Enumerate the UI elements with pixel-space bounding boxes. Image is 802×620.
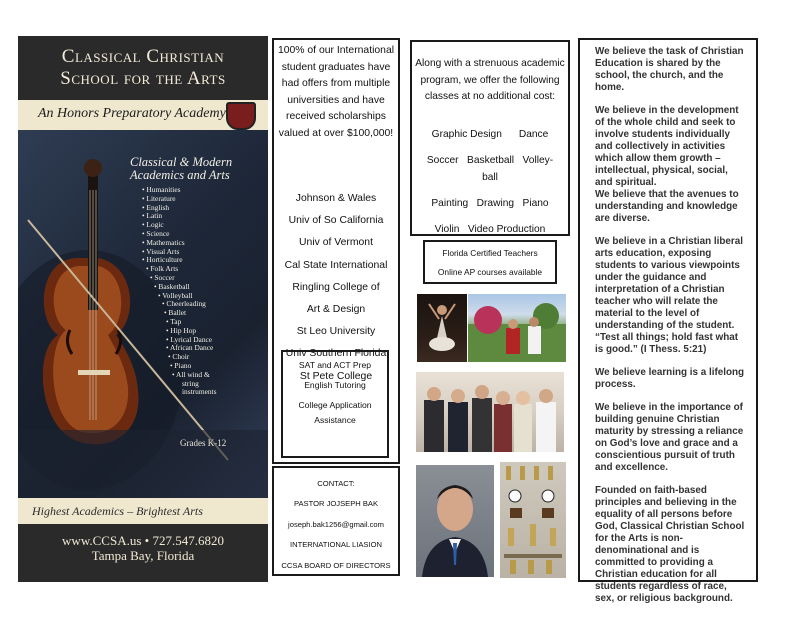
- class-row: Graphic Design Dance: [431, 129, 549, 140]
- subjects-list: [142, 186, 262, 397]
- subject-item: • Basketball: [154, 281, 190, 291]
- garden-illustration: [468, 294, 566, 362]
- university-item: Univ Southern Florida: [285, 348, 387, 360]
- portrait-photo: [416, 465, 494, 577]
- school-name-line1: Classical Christian: [61, 46, 225, 67]
- certifications-list: [425, 244, 555, 282]
- subject-item: • Volleyball: [158, 290, 193, 300]
- contact-email: joseph.bak1256@gmail.com: [288, 519, 384, 529]
- school-name-line2: School for the Arts: [60, 68, 226, 89]
- classes-list: [412, 126, 568, 238]
- class-row: Painting Drawing Piano: [431, 198, 549, 209]
- contact-name: PASTOR JOJSEPH BAK: [293, 499, 379, 509]
- subject-item: string: [182, 378, 199, 388]
- photo-title-line2: Academics and Arts: [130, 168, 230, 182]
- certifications-box: [423, 240, 557, 284]
- slogan: Highest Academics – Brightest Arts: [32, 504, 203, 518]
- tagline: An Honors Preparatory Academy: [38, 106, 226, 121]
- beliefs-box: [578, 38, 758, 604]
- graduates-intro: 100% of our International student graduates have had offers from multiple universities and have received scholarships valued at over $100,000!: [277, 45, 395, 139]
- belief-paragraph: We believe in the importance of building genuine Christian maturity by stressing a reliance on God’s love and grace and a conscientious pursuit of truth and excellence.: [595, 402, 744, 473]
- subject-item: • Piano: [170, 360, 192, 370]
- row-gap: [412, 143, 568, 152]
- contact-board: CCSA BOARD OF DIRECTORS: [281, 560, 391, 570]
- row-gap: [412, 186, 568, 195]
- contact-role: INTERNATIONAL LIASION: [290, 540, 382, 550]
- location: Tampa Bay, Florida: [91, 548, 195, 563]
- university-item: Ringling College of: [292, 281, 380, 293]
- subject-item: • Science: [142, 228, 170, 238]
- university-item: Johnson & Wales: [295, 193, 377, 204]
- subject-item: • Cheerleading: [162, 299, 206, 309]
- subject-item: • Literature: [142, 193, 176, 203]
- dancer-photo: [417, 294, 467, 362]
- subject-item: • Tap: [166, 316, 182, 326]
- students-group-illustration: [416, 372, 564, 452]
- subject-item: • Ballet: [164, 308, 187, 318]
- subject-item: • All wind &: [172, 369, 210, 379]
- services-box: [281, 350, 389, 458]
- university-item: St Pete College: [299, 370, 373, 382]
- photo-title-line1: Classical & Modern: [130, 155, 233, 169]
- subject-item: • English: [142, 202, 170, 212]
- students-group-photo: [416, 372, 564, 452]
- grades-label: Grades K-12: [180, 438, 227, 448]
- brochure-image: [18, 36, 268, 582]
- university-item: St Leo University: [296, 326, 376, 338]
- contact-heading: CONTACT:: [317, 479, 355, 488]
- subject-item: • Hip Hop: [166, 325, 197, 335]
- class-row: Violin Video Production: [434, 224, 546, 235]
- subject-item: • Choir: [168, 352, 190, 362]
- classes-box: [410, 40, 570, 236]
- classes-intro: Along with a strenuous academic program, we offer the following classes at no additional cost:: [415, 58, 565, 102]
- cert-item: Florida Certified Teachers: [442, 248, 538, 258]
- contact-box: [272, 466, 400, 576]
- university-item: Univ of Vermont: [299, 237, 373, 249]
- row-gap: [412, 212, 568, 221]
- belief-paragraph: We believe the task of Christian Education is shared by the school, the church, and the home.: [595, 46, 744, 93]
- belief-paragraph: Founded on faith-based principles and believing in the equality of all persons before God, Classical Christian School for the Arts is non-denominational and is committed to providing a Christian education for all students regardless of race, sex, or religious background.: [595, 485, 745, 604]
- photo-title: [130, 156, 266, 182]
- trophies-illustration: [500, 462, 566, 578]
- belief-paragraph: We believe that the avenues to understanding and knowledge are diverse.: [595, 189, 739, 224]
- subject-item: • Lyrical Dance: [166, 334, 213, 344]
- subject-item: • Horticulture: [142, 255, 183, 265]
- subject-item: • Visual Arts: [142, 246, 180, 256]
- service-item: English Tutoring: [304, 380, 366, 390]
- garden-photo: [468, 294, 566, 362]
- class-row: Soccer Basketball Volley-: [426, 155, 554, 166]
- website-phone: www.CCSA.us • 727.547.6820: [62, 533, 224, 548]
- university-item: Art & Design: [306, 304, 366, 316]
- belief-paragraph: We believe in a Christian liberal arts education, exposing students to various viewpoints under the guidance and interpretation of a Christian teacher who will relate the material to the level of understanding of the student. “Test all things; hold fast what is good.” (I Thess. 5:21): [595, 236, 743, 355]
- subject-item: • Soccer: [150, 272, 175, 282]
- subject-item: • Humanities: [142, 185, 181, 194]
- contact-lines: [274, 474, 398, 576]
- belief-paragraph: We believe learning is a lifelong process.: [595, 367, 745, 390]
- school-name-header: [18, 36, 268, 100]
- dancer-illustration: [417, 294, 467, 362]
- subject-item: • Latin: [142, 211, 163, 221]
- service-item: Assistance: [314, 415, 356, 425]
- university-item: Cal State International: [284, 259, 388, 271]
- services-list: [283, 358, 387, 428]
- graduates-box: [272, 38, 400, 464]
- class-row: ball: [482, 172, 498, 183]
- subject-item: instruments: [182, 387, 217, 397]
- portrait-illustration: [416, 465, 494, 577]
- cert-item: Online AP courses available: [437, 267, 543, 277]
- subject-item: • Mathematics: [142, 237, 185, 247]
- subject-item: • African Dance: [166, 343, 214, 353]
- school-crest-icon: [226, 102, 256, 130]
- belief-paragraph: We believe in the development of the whole child and seek to involve students individually and collectively in activities which allow them growth – intellectual, physical, social, and spiritual.: [595, 105, 739, 188]
- beliefs-text: [580, 46, 756, 616]
- trophies-photo: [500, 462, 566, 578]
- subject-item: • Folk Arts: [146, 264, 179, 274]
- service-item: College Application: [298, 400, 372, 410]
- service-item: SAT and ACT Prep: [298, 360, 372, 370]
- brochure-footer: [18, 524, 268, 582]
- subject-item: • Logic: [142, 220, 164, 230]
- university-item: Univ of So California: [288, 215, 384, 227]
